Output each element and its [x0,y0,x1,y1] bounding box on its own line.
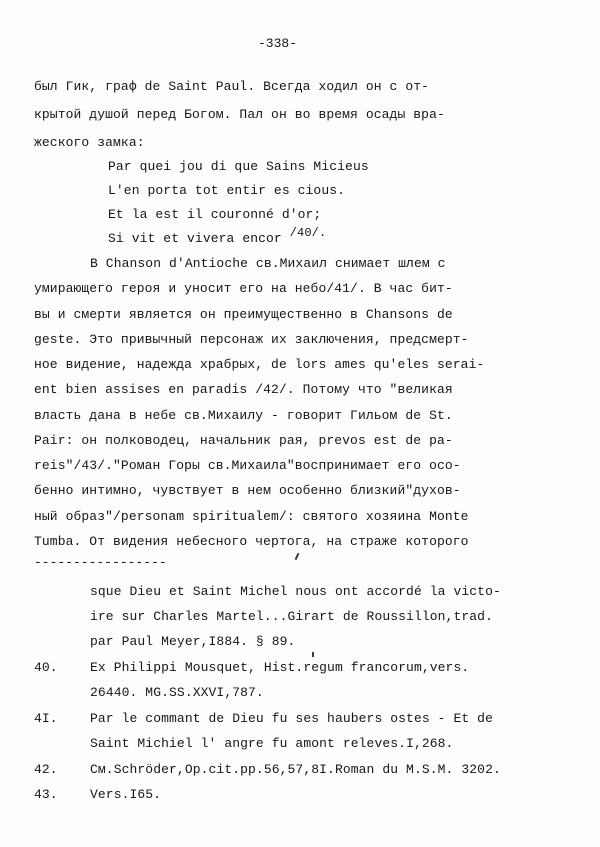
paragraph-line: Tumba. От видения небесного чертога, на страже которого [34,534,469,549]
footnote-line: Par le commant de Dieu fu ses haubers ostes - Et de [90,711,493,726]
verse-line: Et la est il couronné d'or; [108,207,322,222]
footnote-continuation-line: par Paul Meyer,I884. § 89. [90,634,296,649]
footnote-ref: /40/. [289,226,327,240]
paragraph-line: Pair: он полководец, начальник рая, prevos est de pa- [34,433,453,448]
paragraph-line: ное видение, надежда храбрых, de lors ames qu'eles serai- [34,357,485,372]
paragraph-line: бенно интимно, чувствует в нем особенно близкий"духов- [34,483,461,498]
body-line: крытой душой перед Богом. Пал он во время осады вра- [34,107,445,122]
footnote-line: См.Schröder,Op.cit.pp.56,57,8I.Roman du M.S.M. 3202. [90,762,501,777]
paragraph-line: ent bien assises en paradis /42/. Потому что "великая [34,382,453,397]
footnote-line: 26440. MG.SS.XXVI,787. [90,685,264,700]
footnote-line: Vers.I65. [90,787,162,802]
footnote-number: 4I. [34,711,58,726]
paragraph-line: В Chanson d'Antioche св.Михаил снимает шлем с [90,256,446,271]
paragraph-line: ный образ"/personam spiritualem/: святого хозяина Monte [34,509,469,524]
paragraph-line: умирающего героя и уносит его на небо/41/. В час бит- [34,281,453,296]
page-number: -338- [258,36,298,51]
footnote-line: Ex Philippi Mousquet, Hist.regum francorum,vers. [90,660,470,675]
paragraph-line: geste. Это привычный персонаж их заключения, предсмерт- [34,332,469,347]
paragraph-line: reis"/43/."Роман Горы св.Михаила"воспринимает его осо- [34,458,461,473]
verse-line: L'en porta tot entir es cious. [108,183,346,198]
footnote-number: 40. [34,660,58,675]
verse-line [108,226,327,247]
footnote-line: Saint Michiel l' angre fu amont releves.I,268. [90,736,454,751]
ink-speck [295,553,300,560]
ink-speck [312,652,314,657]
body-line: был Гик, граф de Saint Paul. Всегда ходил он с от- [34,79,430,94]
paragraph-line: власть дана в небе св.Михаилу - говорит Гильом de St. [34,408,453,423]
footnote-continuation-line: sque Dieu et Saint Michel nous ont accordé la victo- [90,584,501,599]
body-line: жеского замка: [34,135,145,150]
footnote-separator: ----------------- [34,555,167,570]
verse-text: Si vit et vivera encor [108,231,282,246]
footnote-continuation-line: ire sur Charles Martel...Girart de Roussillon,trad. [90,609,493,624]
footnote-number: 43. [34,787,58,802]
footnote-number: 42. [34,762,58,777]
paragraph-line: вы и смерти является он преимущественно в Chansons de [34,307,453,322]
verse-line: Par quei jou di que Sains Micieus [108,159,369,174]
